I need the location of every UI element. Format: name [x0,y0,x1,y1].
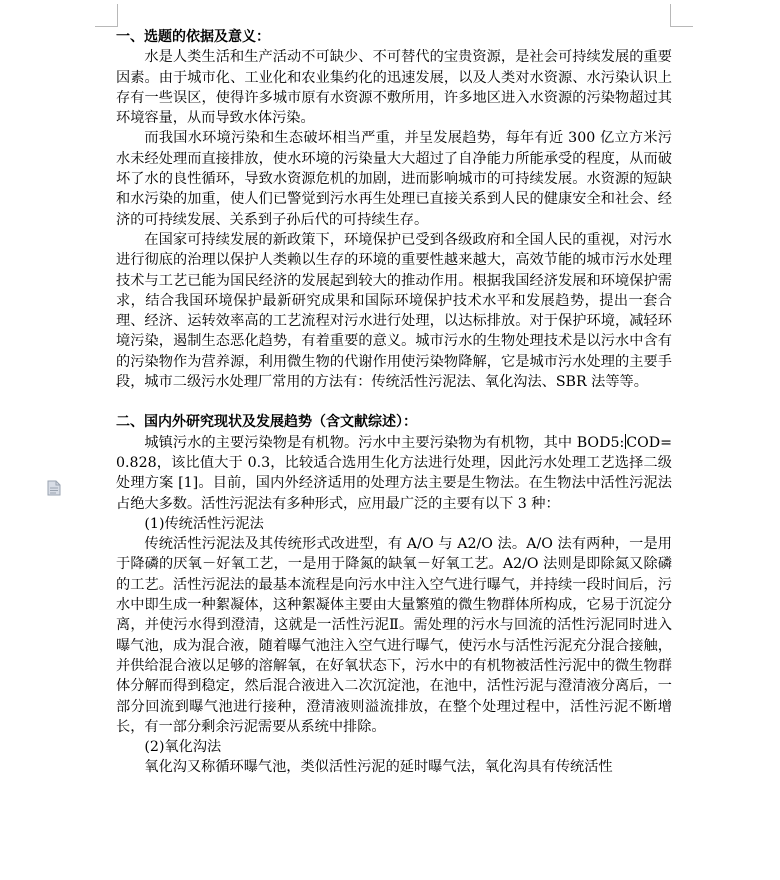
paragraph [116,433,672,514]
paragraph: 而我国水环境污染和生态破坏相当严重，并呈发展趋势，每年有近 300 亿立方米污水未经处理而直接排放，使水环境的污染量大大超过了自净能力所能承受的程度，从而破坏了水的良性循环，导致水资源危机的加剧，进而影响城市的可持续发展。水资源的短缺和水污染的加重，使人们已警觉到污水再生处理已直接关系到人民的健康安全和社会、经济的可持续发展、关系到子孙后代的可持续生存。 [116,130,672,228]
paragraph-text: 城镇污水的主要污染物是有机物。污水中主要污染物为有机物，其中 BOD5: [144,434,625,451]
paragraph: 氧化沟又称循环曝气池，类似活性污泥的延时曝气法，氧化沟具有传统活性 [144,759,613,776]
subheading: (1)传统活性污泥法 [144,515,264,532]
paragraph: 传统活性污泥法及其传统形式改进型，有 A/O 与 A2/O 法。A/O 法有两种，一是用于降磷的厌氧－好氧工艺，一是用于降氮的缺氧－好氧工艺。A2/O 法则是即除氮又除磷的工艺。活性污泥法的最基本流程是向污水中注入空气进行曝气，并持续一段时间后，污水中即生成一种絮凝体，这种絮凝体主要由大量繁殖的微生物群体所构成，它易于沉淀分离，并使污水得到澄清，这就是一活性污泥Ⅱ。需处理的污水与回流的活性污泥同时进入曝气池，成为混合液，随着曝气池注入空气进行曝气，使污水与活性污泥充分混合接触，并供给混合液以足够的溶解氧，在好氧状态下，污水中的有机物被活性污泥中的微生物群体分解而得到稳定，然后混合液进入二次沉淀池，在池中，活性污泥与澄清液分离后，一部分回流到曝气池进行接种，澄清液则溢流排放，在整个处理过程中，活性污泥不断增长，有一部分剩余污泥需要从系统中排除。 [116,536,672,735]
document-icon[interactable] [47,480,61,496]
blank-line [116,392,672,412]
subheading: (2)氧化沟法 [144,739,222,756]
paragraph: 在国家可持续发展的新政策下，环境保护已受到各级政府和全国人民的重视，对污水进行彻底的治理以保护人类赖以生存的环境的重要性越来越大，高效节能的城市污水处理技术与工艺已能为国民经济的发展起到较大的推动作用。根据我国经济发展和环境保护需求，结合我国环境保护最新研究成果和国际环境保护技术水平和发展趋势，提出一套合理、经济、运转效率高的工艺流程对污水进行处理，以达标排放。对于保护环境，减轻环境污染，遏制生态恶化趋势，有着重要的意义。城市污水的生物处理技术是以污水中含有的污染物作为营养源，利用微生物的代谢作用使污染物降解，它是城市污水处理的主要手段，城市二级污水处理厂常用的方法有：传统活性污泥法、氧化沟法、SBR 法等等。 [116,231,672,391]
document-page[interactable] [116,27,672,778]
section-heading-basis: 一、选题的依据及意义： [116,29,270,45]
paragraph: 水是人类生活和生产活动不可缺少、不可替代的宝贵资源，是社会可持续发展的重要因素。由于城市化、工业化和农业集约化的迅速发展，以及人类对水资源、水污染认识上存有一些误区，使得许多城市原有水资源不敷所用，许多地区进入水资源的污染物超过其环境容量，从而导致水体污染。 [116,49,672,127]
crop-mark-top-right [670,4,693,27]
paragraph-text: COD=0.828，该比值大于 0.3，比较适合选用生化方法进行处理，因此污水处理工艺选择二级处理方案 [1]。目前，国内外经济适用的处理方法主要是生物法。在生物法中活性污泥法占绝大多数。活性污泥法有多种形式，应用最广泛的主要有以下 3 种： [116,434,672,512]
crop-mark-top-left [95,4,118,27]
section-heading-research-status: 二、国内外研究现状及发展趋势（含文献综述）： [116,414,417,431]
